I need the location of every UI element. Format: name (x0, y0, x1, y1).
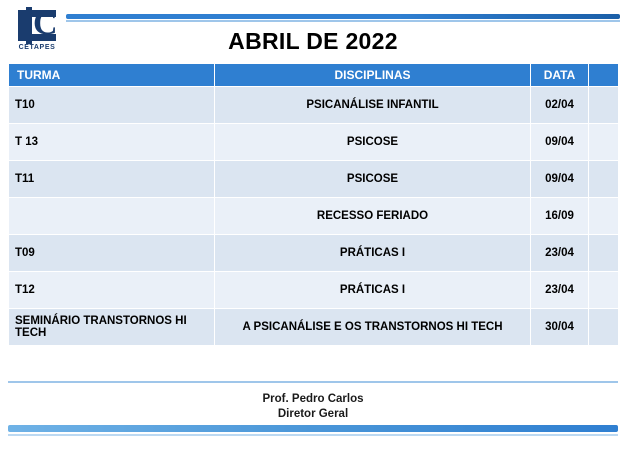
cell-turma: T10 (9, 87, 215, 124)
cell-data: 30/04 (531, 309, 589, 346)
cell-data: 09/04 (531, 161, 589, 198)
schedule-table (8, 63, 619, 346)
cell-data: 23/04 (531, 272, 589, 309)
cell-extra (589, 87, 619, 124)
table-header (9, 64, 619, 87)
cell-disciplina: A PSICANÁLISE E OS TRANSTORNOS HI TECH (215, 309, 531, 346)
cell-data: 02/04 (531, 87, 589, 124)
cell-turma: SEMINÁRIO TRANSTORNOS HI TECH (9, 309, 215, 346)
table-row (9, 235, 619, 272)
cell-extra (589, 124, 619, 161)
footer-rule (8, 425, 618, 432)
table-row (9, 198, 619, 235)
column-header-turma: TURMA (9, 64, 215, 87)
footer-line-role: Diretor Geral (277, 408, 349, 420)
cell-turma: T09 (9, 235, 215, 272)
column-header-disciplinas: DISCIPLINAS (215, 64, 531, 87)
cell-data: 16/09 (531, 198, 589, 235)
cell-disciplina: PSICOSE (215, 124, 531, 161)
footer-line-name: Prof. Pedro Carlos (262, 393, 364, 405)
cell-disciplina: PSICOSE (215, 161, 531, 198)
cell-disciplina: PRÁTICAS I (215, 272, 531, 309)
footer-rule-thin (8, 381, 618, 383)
table-row (9, 272, 619, 309)
footer-rule-accent (8, 434, 618, 436)
cell-turma: T12 (9, 272, 215, 309)
table-header-row (9, 64, 619, 87)
cell-data: 09/04 (531, 124, 589, 161)
svg-text:C: C (33, 5, 58, 42)
table-row (9, 124, 619, 161)
table-row (9, 309, 619, 346)
column-header-extra (589, 64, 619, 87)
header-rule-thin (66, 20, 620, 22)
cell-extra (589, 235, 619, 272)
cell-extra (589, 272, 619, 309)
table-body (9, 87, 619, 346)
table-row (9, 161, 619, 198)
column-header-data: DATA (531, 64, 589, 87)
cell-extra (589, 198, 619, 235)
schedule-table-container (8, 63, 618, 346)
header-rule (66, 14, 620, 19)
logo-caption: CETAPES (18, 44, 56, 51)
page-title: ABRIL DE 2022 (228, 28, 398, 54)
cell-data: 23/04 (531, 235, 589, 272)
cell-extra (589, 161, 619, 198)
cell-turma: T 13 (9, 124, 215, 161)
cell-disciplina: PRÁTICAS I (215, 235, 531, 272)
table-row (9, 87, 619, 124)
cell-extra (589, 309, 619, 346)
cell-turma: T11 (9, 161, 215, 198)
cell-turma (9, 198, 215, 235)
cell-disciplina: PSICANÁLISE INFANTIL (215, 87, 531, 124)
cell-disciplina: RECESSO FERIADO (215, 198, 531, 235)
footer-signature (0, 392, 626, 422)
